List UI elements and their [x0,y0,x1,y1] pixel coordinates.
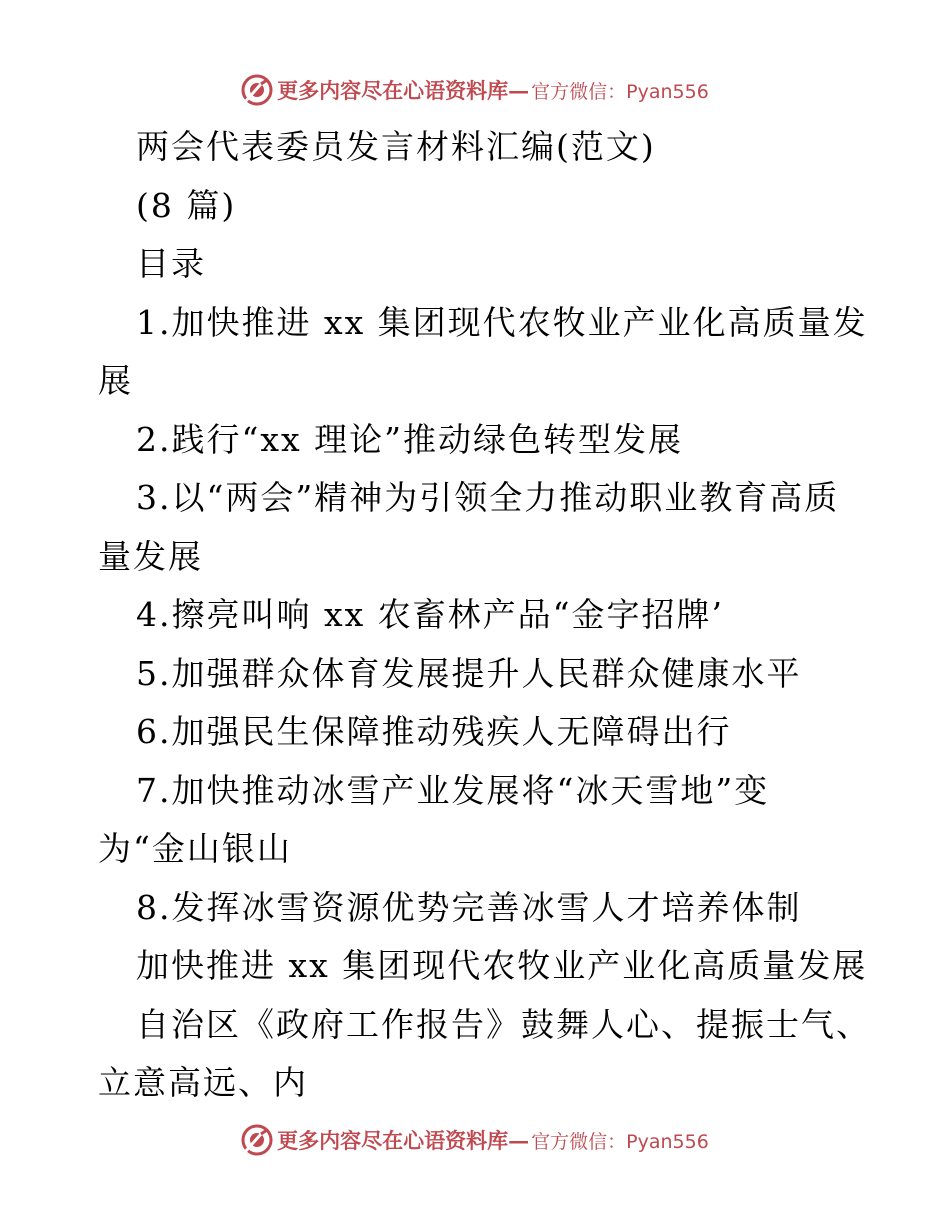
watermark-separator: — [508,77,530,103]
toc-item-4: 4.擦亮叫响 xx 农畜林产品“金字招牌’ [136,595,725,634]
toc-item-3: 3.以“两会”精神为引领全力推动职业教育高质 [136,478,840,517]
watermark-wechat-text: 官方微信：Pyan556 [531,1130,709,1153]
watermark-wechat-text: 官方微信：Pyan556 [531,80,709,103]
watermark-logo-icon [241,74,273,106]
toc-item-6: 6.加强民生保障推动残疾人无障碍出行 [136,712,732,751]
toc-item-8: 8.发挥冰雪资源优势完善冰雪人才培养体制 [136,887,802,927]
toc-item-5: 5.加强群众体育发展提升人民群众健康水平 [136,653,802,693]
body-paragraph-cont: 立意高远、内 [98,1063,308,1102]
section-heading: 加快推进 xx 集团现代农牧业产业化高质量发展 [136,946,868,985]
toc-item-1: 1.加快推进 xx 集团现代农牧业产业化高质量发 [136,302,868,342]
toc-item-3-cont: 量发展 [98,536,203,576]
toc-item-7-cont: 为“金山银山 [98,829,292,868]
toc-item-7: 7.加快推动冰雪产业发展将“冰天雪地”变 [136,770,770,810]
watermark-logo-icon [241,1124,273,1156]
document-subtitle: (8 篇) [136,185,237,225]
document-body [0,118,950,1113]
toc-heading: 目录 [136,244,206,283]
watermark-site-text: 更多内容尽在心语资料库 [277,78,509,103]
watermark-separator: — [508,1127,530,1153]
watermark-banner-bottom [0,1120,950,1160]
toc-item-2: 2.践行“xx 理论”推动绿色转型发展 [136,419,683,459]
body-paragraph: 自治区《政府工作报告》鼓舞人心、提振士气、 [136,1004,871,1044]
watermark-banner-top [0,70,950,110]
toc-item-1-cont: 展 [98,361,133,400]
watermark-site-text: 更多内容尽在心语资料库 [277,1128,509,1153]
document-title: 两会代表委员发言材料汇编(范文) [136,127,656,166]
